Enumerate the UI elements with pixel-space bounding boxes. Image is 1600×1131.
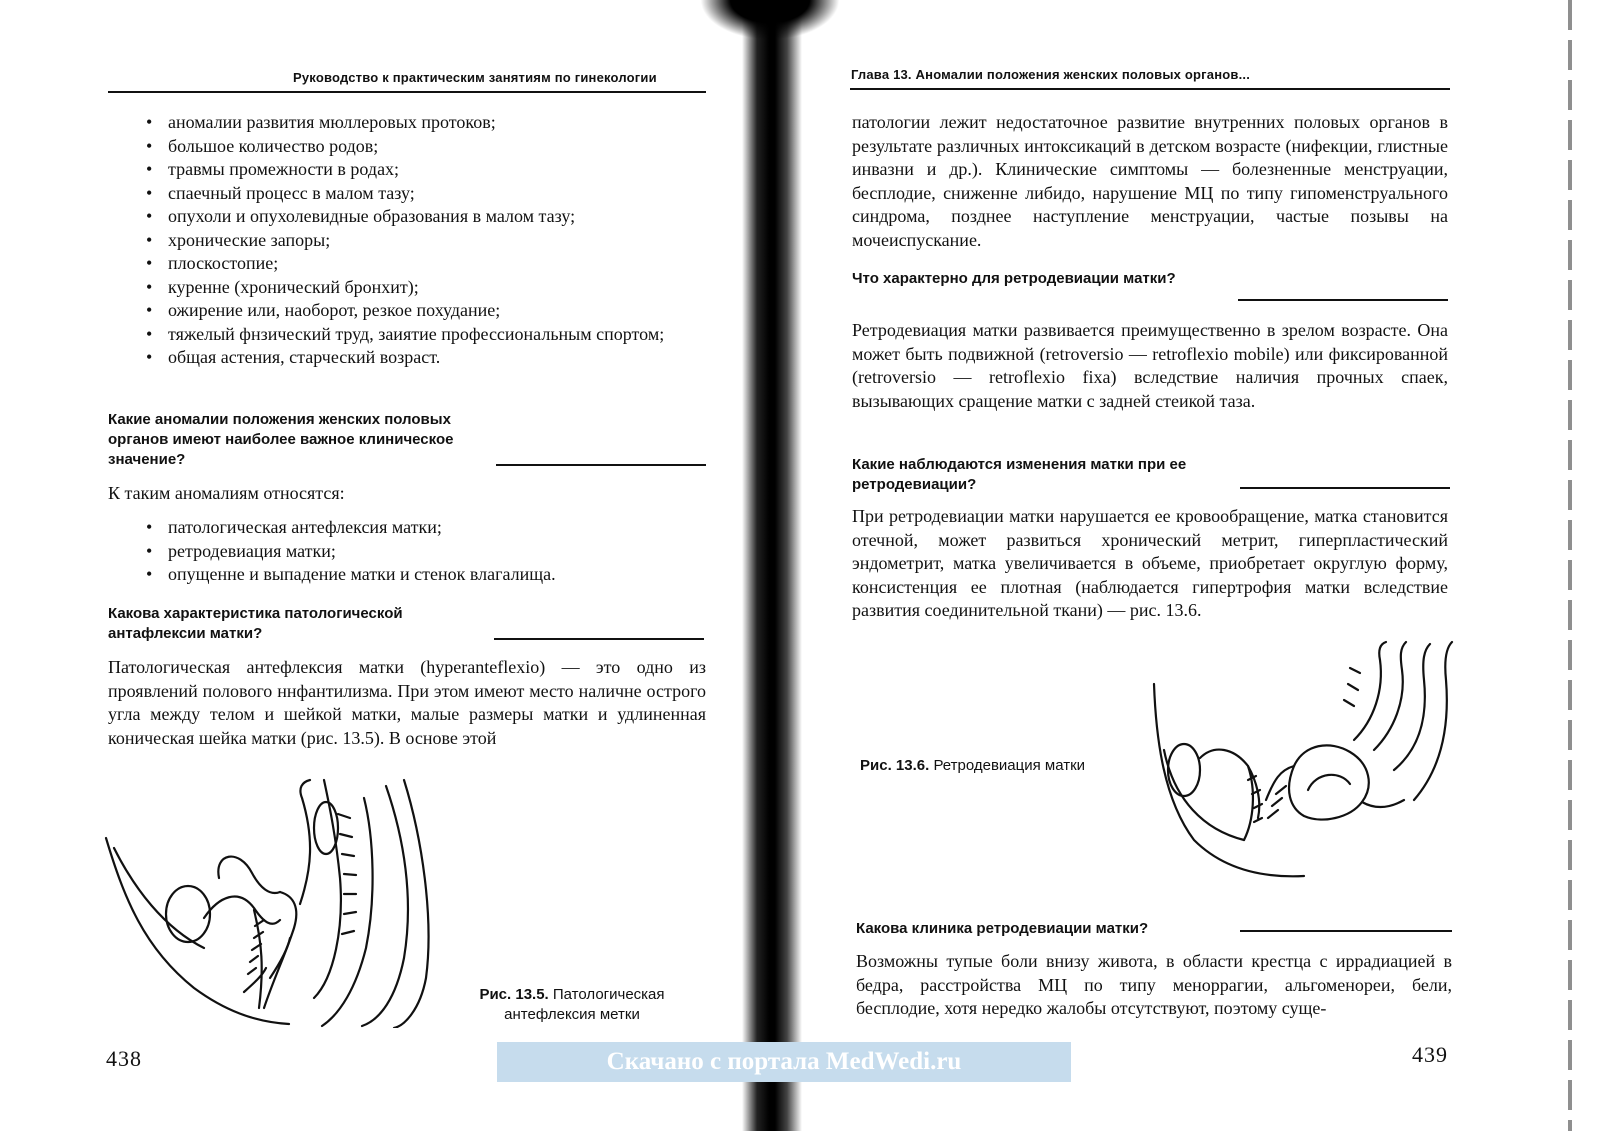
right-header-rule [850, 88, 1450, 90]
list-item: • тяжелый фнзический труд, заиятие профессиональным спортом; [140, 323, 706, 347]
right-paragraph-3: При ретродевиации матки нарушается ее кровообращение, матка становится отечной, может развиться хронический метрит, гиперпластический эндометрит, матка увеличивается в объеме, приобретает округлую форму, консистенция ее плотная (наблюдается гипертрофия матки вследствие развития соединительной ткани) — рис. 13.6. [852, 506, 1448, 620]
book-spine-shadow [742, 0, 802, 1131]
list-item: • ретродевиация матки; [140, 540, 706, 564]
book-spine-top-shadow [700, 0, 840, 40]
right-question-1: Что характерно для ретродевиации матки? [852, 270, 1176, 287]
list-item: • спаечный процесс в малом тазу; [140, 182, 706, 206]
left-question-1-rule [496, 464, 706, 466]
left-page-number: 438 [106, 1046, 142, 1071]
right-question-3-rule [1240, 930, 1452, 932]
right-paragraph-4: Возможны тупые боли внизу живота, в области крестца с иррадиацией в бедра, расстройства МЦ по типу меноррагии, альгоменореи, бели, бесплодие, хотя нередко жалобы отсутствуют, поэтому суще- [856, 951, 1452, 1018]
left-header-rule [108, 91, 706, 93]
left-running-head: Руководство к практическим занятиям по гинекологии [293, 70, 657, 85]
figure-label: Рис. 13.6. [860, 757, 930, 774]
left-question-2: Какова характеристика патологической антафлексии матки? [108, 605, 403, 642]
list-item: • плоскостопие; [140, 252, 706, 276]
list-item: • ожирение или, наоборот, резкое похудание; [140, 299, 706, 323]
right-paragraph-1: патологии лежит недостаточное развитие внутренних половых органов в результате различных интоксикаций в детском возрасте (нифекции, глистные инвазни и др.). Клинические симптомы — болезненные менструации, бесплодие, сниженне либидо, нарушение МЦ по типу гипоменструального синдрома, позднее наступление менструации, частые позывы на мочеиспускание. [852, 112, 1448, 250]
left-bullet-list-top [140, 111, 706, 370]
right-question-3: Какова клиника ретродевиации матки? [856, 920, 1149, 937]
figure-13-6-caption [860, 756, 1140, 776]
left-question-1: Какие аномалии положения женских половых органов имеют наиболее важное клиническое значение? [108, 411, 454, 468]
page-edge-scan-artifact [1568, 0, 1572, 1131]
right-page-number: 439 [1412, 1042, 1448, 1067]
figure-caption-text: Патологическая антефлексия метки [504, 986, 665, 1023]
list-item: • куренне (хронический бронхит); [140, 276, 706, 300]
figure-13-6-illustration [1144, 640, 1456, 880]
list-item: • общая астения, старческий возраст. [140, 346, 706, 370]
list-item: • травмы промежности в родах; [140, 158, 706, 182]
list-item: • опущенне и выпадение матки и стенок влагалища. [140, 563, 706, 587]
figure-caption-text: Ретродевиация матки [933, 757, 1086, 774]
figure-label: Рис. 13.5. [479, 986, 549, 1003]
left-intro: К таким аномалиям относятся: [108, 483, 345, 503]
figure-13-5-caption [452, 985, 692, 1025]
list-item: • хронические запоры; [140, 229, 706, 253]
list-item: • опухоли и опухолевидные образования в малом тазу; [140, 205, 706, 229]
list-item: • большое количество родов; [140, 135, 706, 159]
list-item: • аномалии развития мюллеровых протоков; [140, 111, 706, 135]
right-running-head: Глава 13. Аномалии положения женских половых органов... [851, 67, 1251, 82]
figure-13-5-illustration [104, 778, 444, 1028]
left-paragraph: Патологическая антефлексия матки (hyperanteflexio) — это одно из проявлений полового ннфантилизма. При этом имеют место наличне острого угла между телом и шейкой матки, малые размеры матки и удлиненная коническая шейка матки (рис. 13.5). В основе этой [108, 657, 706, 748]
left-question-2-rule [494, 638, 704, 640]
right-paragraph-2: Ретродевиация матки развивается преимущественно в зрелом возрасте. Она может быть подвижной (retroversio — retroflexio mobile) или фиксированной (retroversio — retroflexio fixa) вследствие наличия прочных спаек, вызывающих сращение матки с задней стеикой таза. [852, 320, 1448, 411]
right-question-2-rule [1240, 487, 1450, 489]
left-bullet-list-mid [140, 516, 706, 587]
list-item: • патологическая антефлексия матки; [140, 516, 706, 540]
right-question-2: Какие наблюдаются изменения матки при ее ретродевиации? [852, 456, 1187, 493]
right-question-1-rule [1238, 299, 1448, 301]
watermark-banner: Скачано с портала MedWedi.ru [497, 1042, 1071, 1082]
